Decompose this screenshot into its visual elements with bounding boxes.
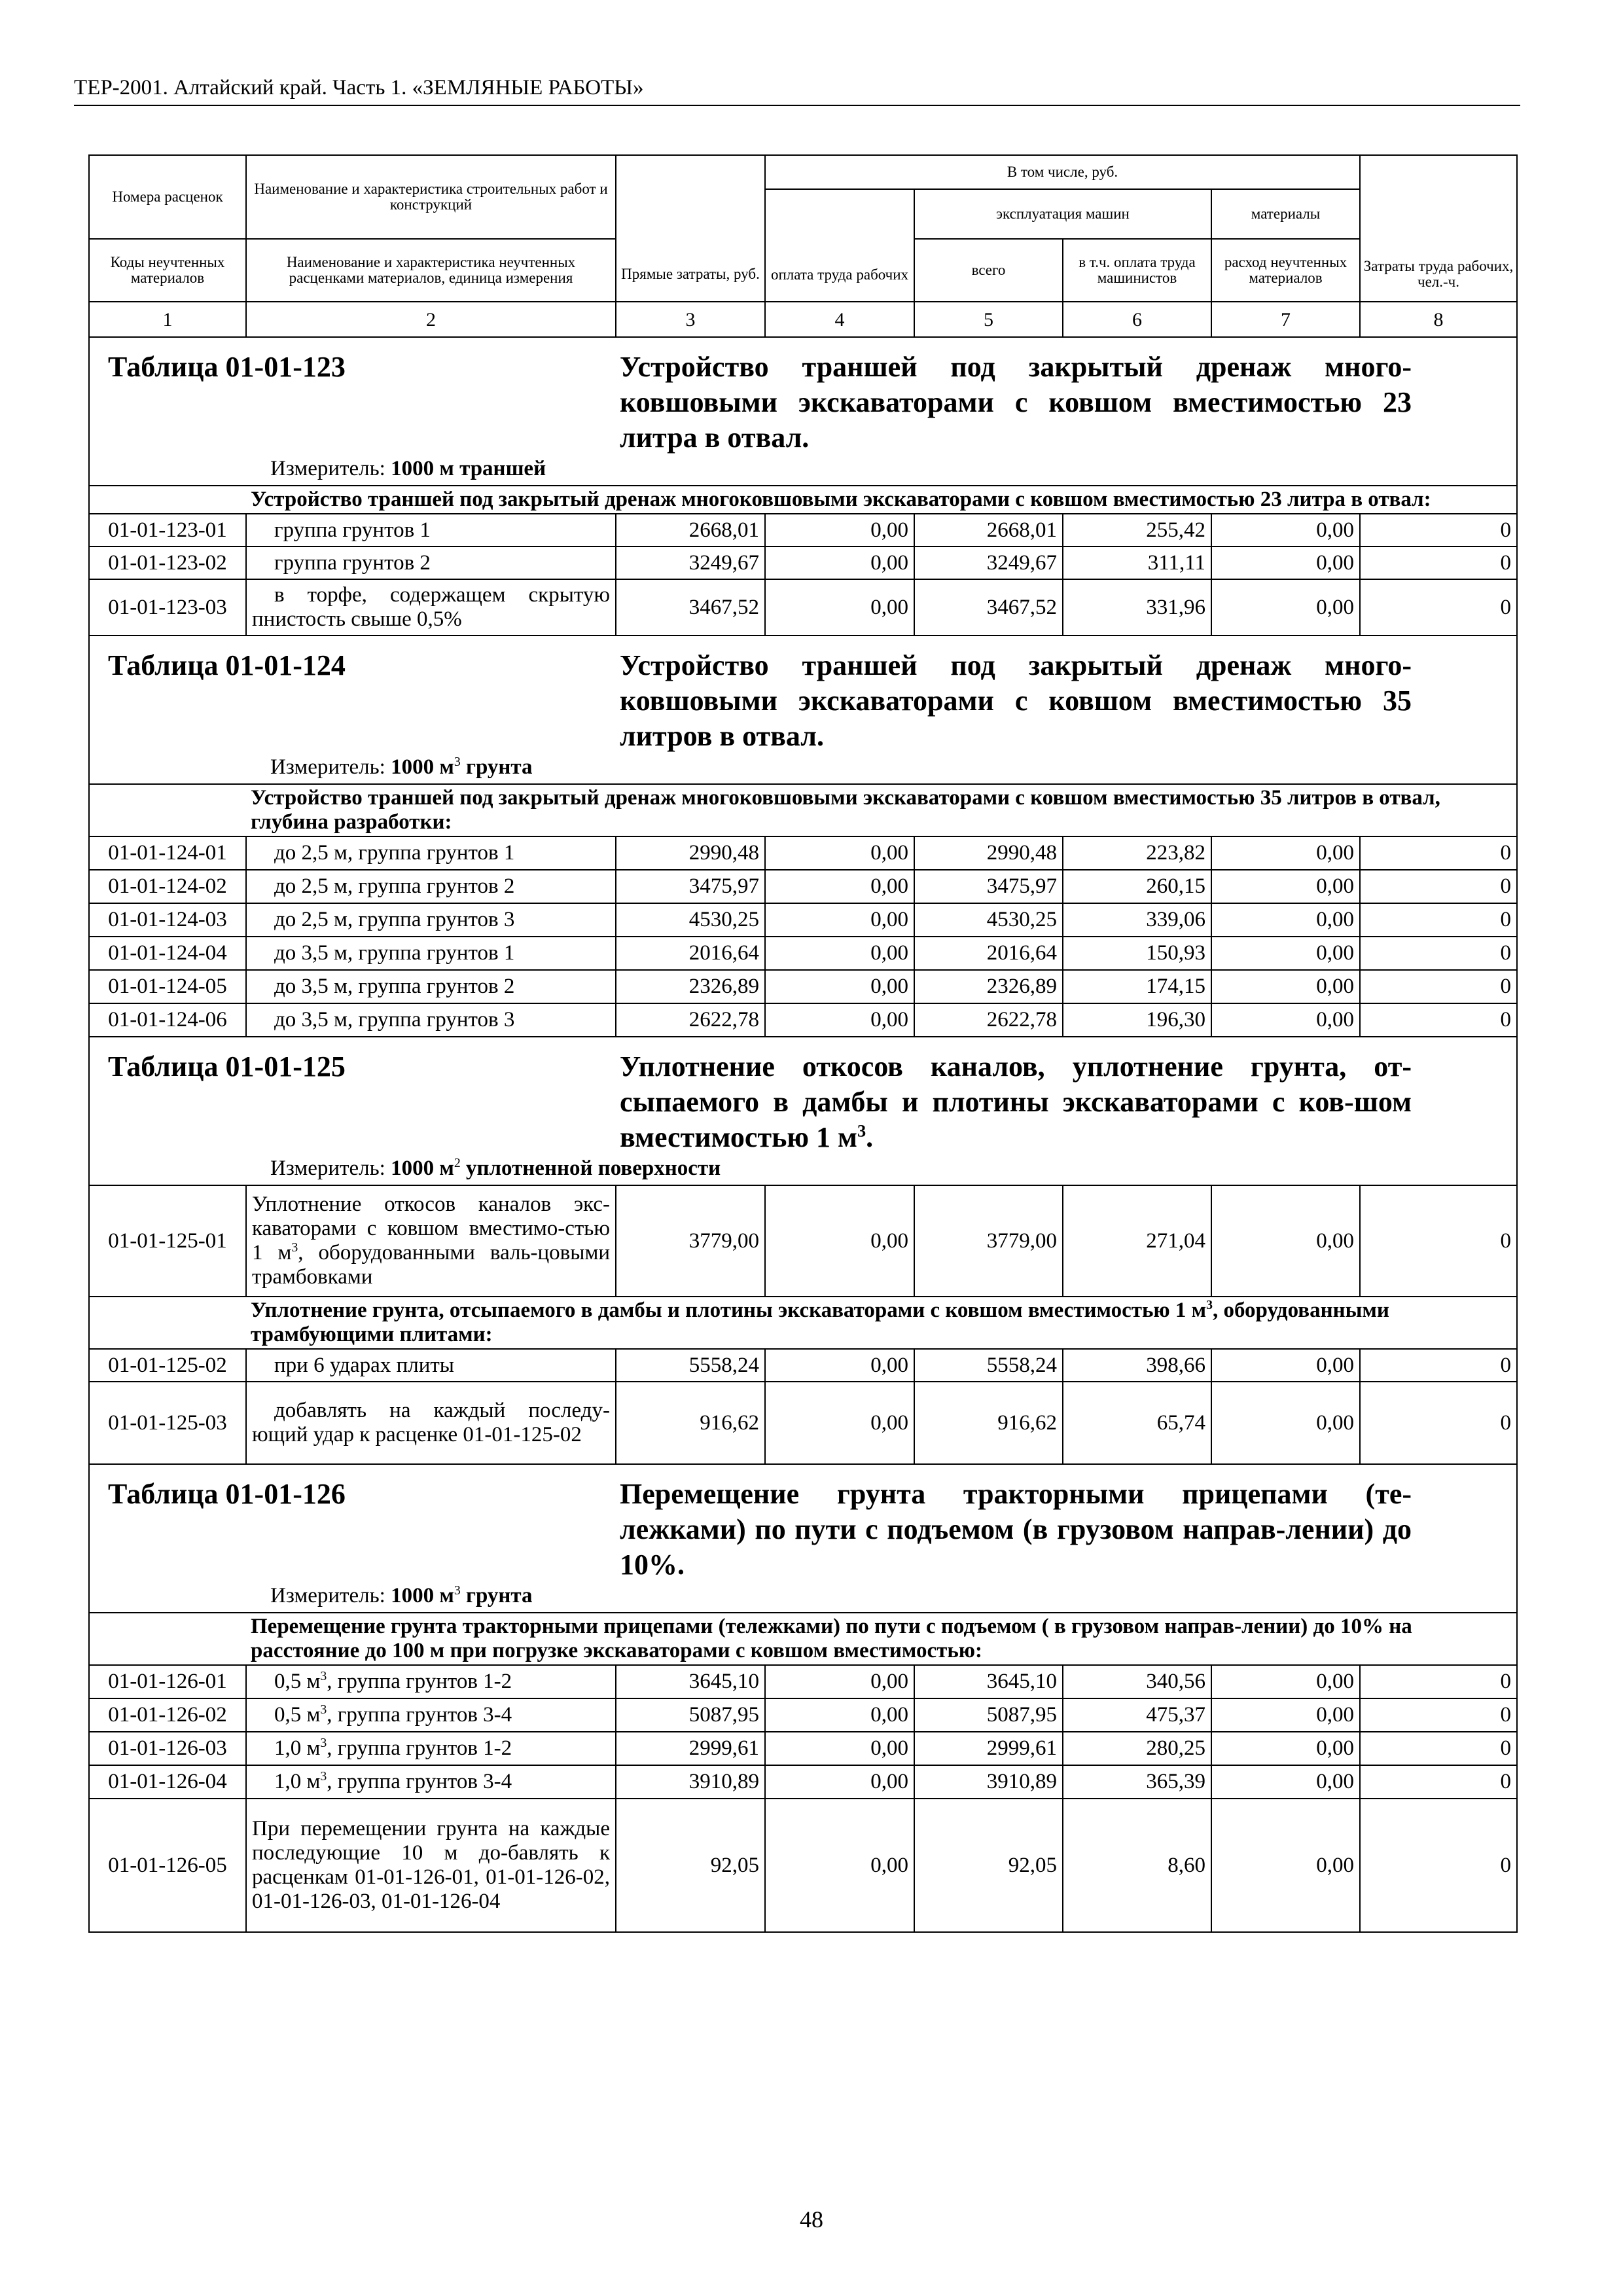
table-label: Таблица 01-01-126 bbox=[108, 1478, 346, 1510]
section-description: Перемещение грунта тракторными прицепами (тележками) по пути с подъемом ( в грузовом направ-лении) до 10% на расстояние до 100 м при погрузке экскаваторами с ковшом вместимостью: bbox=[89, 1613, 1517, 1665]
labor-hours: 0 bbox=[1360, 1185, 1517, 1297]
incl-rub-header: В том числе, руб. bbox=[765, 155, 1360, 189]
direct-cost: 3249,67 bbox=[616, 547, 765, 579]
machinists-cost: 196,30 bbox=[1063, 1003, 1211, 1037]
machinists-cost: 340,56 bbox=[1063, 1665, 1211, 1698]
rate-name: 0,5 $м^3$, группа грунтов 1-2 bbox=[246, 1665, 616, 1698]
materials-cost: 0,00 bbox=[1211, 1349, 1360, 1382]
labor-cost: 0,00 bbox=[765, 903, 914, 937]
table-heading: Перемещение грунта тракторными прицепами (те-лежками) по пути с подъемом (в грузовом направ-лении) до 10%. bbox=[620, 1478, 1412, 1581]
labor-cost: 0,00 bbox=[765, 937, 914, 970]
labor-hours: 0 bbox=[1360, 579, 1517, 636]
materials-cost: 0,00 bbox=[1211, 1732, 1360, 1765]
direct-cost: 3645,10 bbox=[616, 1665, 765, 1698]
machines-total: 2622,78 bbox=[914, 1003, 1063, 1037]
labor-cost: 0,00 bbox=[765, 1732, 914, 1765]
labor-cost: 0,00 bbox=[765, 1349, 914, 1382]
materials-cost: 0,00 bbox=[1211, 1003, 1360, 1037]
rate-code: 01-01-124-05 bbox=[89, 970, 246, 1003]
materials-cost: 0,00 bbox=[1211, 903, 1360, 937]
rate-name: При перемещении грунта на каждые последующие 10 м до-бавлять к расценкам 01-01-126-01, 01-01-126-02, 01-01-126-03, 01-01-126-04 bbox=[246, 1799, 616, 1932]
col-number: 5 bbox=[914, 302, 1063, 337]
direct-cost: 2990,48 bbox=[616, 836, 765, 870]
table-row bbox=[89, 1765, 1517, 1799]
materials-header: материалы bbox=[1211, 189, 1360, 239]
rate-name: до 3,5 м, группа грунтов 3 bbox=[246, 1003, 616, 1037]
rate-code: 01-01-124-03 bbox=[89, 903, 246, 937]
labor-cost: 0,00 bbox=[765, 1765, 914, 1799]
rate-code: 01-01-126-04 bbox=[89, 1765, 246, 1799]
direct-cost: 2326,89 bbox=[616, 970, 765, 1003]
table-heading: Устройство траншей под закрытый дренаж много-ковшовыми экскаваторами с ковшом вместимостью 23 литра в отвал. bbox=[620, 351, 1412, 454]
materials-cost: 0,00 bbox=[1211, 870, 1360, 903]
direct-cost: 92,05 bbox=[616, 1799, 765, 1932]
machines-total: 2326,89 bbox=[914, 970, 1063, 1003]
machinists-cost: 174,15 bbox=[1063, 970, 1211, 1003]
machines-total: 2668,01 bbox=[914, 514, 1063, 547]
machinists-cost: 150,93 bbox=[1063, 937, 1211, 970]
table-row bbox=[89, 1003, 1517, 1037]
table-label: Таблица 01-01-125 bbox=[108, 1050, 346, 1083]
labor-hours: 0 bbox=[1360, 836, 1517, 870]
materials-cost: 0,00 bbox=[1211, 514, 1360, 547]
materials-cost: 0,00 bbox=[1211, 1185, 1360, 1297]
unit-line: Измеритель: 1000 $м^3$ грунта bbox=[270, 1583, 533, 1607]
machines-total: 92,05 bbox=[914, 1799, 1063, 1932]
direct-cost: 2016,64 bbox=[616, 937, 765, 970]
section-description: Уплотнение грунта, отсыпаемого в дамбы и плотины экскаваторами с ковшом вместимостью 1 $м^3$, оборудованными трамбующими плитами: bbox=[89, 1297, 1517, 1349]
machinists-cost: 223,82 bbox=[1063, 836, 1211, 870]
table-label: Таблица 01-01-123 bbox=[108, 351, 346, 383]
col2-top-header: Наименование и характеристика строительных работ и конструкций bbox=[246, 155, 616, 239]
machinists-cost: 280,25 bbox=[1063, 1732, 1211, 1765]
machines-total: 2990,48 bbox=[914, 836, 1063, 870]
labor-hours: 0 bbox=[1360, 870, 1517, 903]
rate-name: 0,5 $м^3$, группа грунтов 3-4 bbox=[246, 1698, 616, 1732]
table-row bbox=[89, 836, 1517, 870]
rate-name: до 2,5 м, группа грунтов 2 bbox=[246, 870, 616, 903]
unit-line: Измеритель: 1000 $м^2$ уплотненной поверхности bbox=[270, 1156, 721, 1180]
direct-cost: 916,62 bbox=[616, 1382, 765, 1464]
labor-cost: 0,00 bbox=[765, 870, 914, 903]
machines-total: 3249,67 bbox=[914, 547, 1063, 579]
machinists-cost: 311,11 bbox=[1063, 547, 1211, 579]
table-row bbox=[89, 547, 1517, 579]
col5-header: всего bbox=[914, 239, 1063, 302]
machines-total: 2016,64 bbox=[914, 937, 1063, 970]
machines-total: 5087,95 bbox=[914, 1698, 1063, 1732]
table-row bbox=[89, 1185, 1517, 1297]
direct-cost: 5087,95 bbox=[616, 1698, 765, 1732]
rate-code: 01-01-123-01 bbox=[89, 514, 246, 547]
labor-hours: 0 bbox=[1360, 1665, 1517, 1698]
machinists-cost: 8,60 bbox=[1063, 1799, 1211, 1932]
rate-code: 01-01-124-01 bbox=[89, 836, 246, 870]
labor-hours: 0 bbox=[1360, 514, 1517, 547]
header-rule bbox=[74, 105, 1520, 106]
table-row bbox=[89, 1349, 1517, 1382]
machines-total: 3645,10 bbox=[914, 1665, 1063, 1698]
labor-cost: 0,00 bbox=[765, 970, 914, 1003]
table-row bbox=[89, 579, 1517, 636]
rate-name: 1,0 $м^3$, группа грунтов 1-2 bbox=[246, 1732, 616, 1765]
materials-cost: 0,00 bbox=[1211, 579, 1360, 636]
direct-cost: 4530,25 bbox=[616, 903, 765, 937]
table-row bbox=[89, 1799, 1517, 1932]
materials-cost: 0,00 bbox=[1211, 970, 1360, 1003]
machines-total: 3475,97 bbox=[914, 870, 1063, 903]
labor-hours: 0 bbox=[1360, 547, 1517, 579]
labor-hours: 0 bbox=[1360, 903, 1517, 937]
table-section-header bbox=[89, 1037, 1517, 1185]
labor-cost: 0,00 bbox=[765, 1799, 914, 1932]
col-number: 2 bbox=[246, 302, 616, 337]
table-section-header bbox=[89, 337, 1517, 486]
table-row bbox=[89, 1698, 1517, 1732]
rate-name: в торфе, содержащем скрытую пнистость свыше 0,5% bbox=[246, 579, 616, 636]
col-number: 1 bbox=[89, 302, 246, 337]
rate-code: 01-01-123-02 bbox=[89, 547, 246, 579]
machinists-cost: 271,04 bbox=[1063, 1185, 1211, 1297]
col-number: 3 bbox=[616, 302, 765, 337]
rate-code: 01-01-125-02 bbox=[89, 1349, 246, 1382]
unit-line: Измеритель: 1000 м траншей bbox=[270, 457, 546, 480]
labor-cost: 0,00 bbox=[765, 514, 914, 547]
materials-cost: 0,00 bbox=[1211, 937, 1360, 970]
col8-header: Затраты труда рабочих, чел.-ч. bbox=[1360, 155, 1517, 302]
machinists-cost: 255,42 bbox=[1063, 514, 1211, 547]
labor-cost: 0,00 bbox=[765, 579, 914, 636]
machines-total: 3779,00 bbox=[914, 1185, 1063, 1297]
table-heading: Уплотнение откосов каналов, уплотнение грунта, от-сыпаемого в дамбы и плотины экскаваторами с ков-шом вместимостью 1 $м^3$. bbox=[620, 1050, 1412, 1153]
direct-cost: 5558,24 bbox=[616, 1349, 765, 1382]
labor-cost: 0,00 bbox=[765, 1665, 914, 1698]
machinists-cost: 339,06 bbox=[1063, 903, 1211, 937]
direct-cost: 2622,78 bbox=[616, 1003, 765, 1037]
col-number: 6 bbox=[1063, 302, 1211, 337]
materials-cost: 0,00 bbox=[1211, 1382, 1360, 1464]
rate-name: 1,0 $м^3$, группа грунтов 3-4 bbox=[246, 1765, 616, 1799]
table-row bbox=[89, 970, 1517, 1003]
col6-header: в т.ч. оплата труда машинистов bbox=[1063, 239, 1211, 302]
labor-cost: 0,00 bbox=[765, 1003, 914, 1037]
labor-hours: 0 bbox=[1360, 1003, 1517, 1037]
machines-total: 2999,61 bbox=[914, 1732, 1063, 1765]
machines-total: 3910,89 bbox=[914, 1765, 1063, 1799]
machines-total: 3467,52 bbox=[914, 579, 1063, 636]
materials-cost: 0,00 bbox=[1211, 836, 1360, 870]
col-number: 7 bbox=[1211, 302, 1360, 337]
rate-code: 01-01-125-03 bbox=[89, 1382, 246, 1464]
rate-code: 01-01-126-03 bbox=[89, 1732, 246, 1765]
labor-hours: 0 bbox=[1360, 1382, 1517, 1464]
col1-bottom-header: Коды неучтенных материалов bbox=[89, 239, 246, 302]
unit-line: Измеритель: 1000 $м^3$ грунта bbox=[270, 755, 533, 779]
materials-cost: 0,00 bbox=[1211, 1698, 1360, 1732]
table-row bbox=[89, 1665, 1517, 1698]
machinists-cost: 65,74 bbox=[1063, 1382, 1211, 1464]
col7-header: расход неучтенных материалов bbox=[1211, 239, 1360, 302]
table-row bbox=[89, 903, 1517, 937]
table-section-header bbox=[89, 1464, 1517, 1613]
table-row bbox=[89, 1382, 1517, 1464]
machines-total: 916,62 bbox=[914, 1382, 1063, 1464]
labor-hours: 0 bbox=[1360, 1765, 1517, 1799]
table-row bbox=[89, 514, 1517, 547]
rate-code: 01-01-124-04 bbox=[89, 937, 246, 970]
direct-cost: 3475,97 bbox=[616, 870, 765, 903]
direct-cost: 3910,89 bbox=[616, 1765, 765, 1799]
materials-cost: 0,00 bbox=[1211, 1665, 1360, 1698]
rates-table bbox=[88, 154, 1518, 1933]
rate-name: до 3,5 м, группа грунтов 1 bbox=[246, 937, 616, 970]
machinists-cost: 260,15 bbox=[1063, 870, 1211, 903]
materials-cost: 0,00 bbox=[1211, 1765, 1360, 1799]
rate-name: до 2,5 м, группа грунтов 3 bbox=[246, 903, 616, 937]
materials-cost: 0,00 bbox=[1211, 1799, 1360, 1932]
labor-cost: 0,00 bbox=[765, 1185, 914, 1297]
rate-code: 01-01-126-05 bbox=[89, 1799, 246, 1932]
materials-cost: 0,00 bbox=[1211, 547, 1360, 579]
rate-code: 01-01-126-02 bbox=[89, 1698, 246, 1732]
table-row bbox=[89, 870, 1517, 903]
table-label: Таблица 01-01-124 bbox=[108, 649, 346, 681]
labor-cost: 0,00 bbox=[765, 836, 914, 870]
col4-header: оплата труда рабочих bbox=[765, 189, 914, 302]
rate-code: 01-01-123-03 bbox=[89, 579, 246, 636]
col-number: 8 bbox=[1360, 302, 1517, 337]
table-row bbox=[89, 937, 1517, 970]
labor-hours: 0 bbox=[1360, 1349, 1517, 1382]
table-heading: Устройство траншей под закрытый дренаж много-ковшовыми экскаваторами с ковшом вместимостью 35 литров в отвал. bbox=[620, 649, 1412, 752]
rate-name: до 2,5 м, группа грунтов 1 bbox=[246, 836, 616, 870]
rate-name: Уплотнение откосов каналов экс-каваторами с ковшом вместимо-стью 1 $м^3$, оборудованными валь-цовыми трамбовками bbox=[246, 1185, 616, 1297]
section-description: Устройство траншей под закрытый дренаж многоковшовыми экскаваторами с ковшом вместимостью 35 литров в отвал, глубина разработки: bbox=[89, 784, 1517, 836]
rate-code: 01-01-124-02 bbox=[89, 870, 246, 903]
table-row bbox=[89, 1732, 1517, 1765]
section-description: Устройство траншей под закрытый дренаж многоковшовыми экскаваторами с ковшом вместимостью 23 литра в отвал: bbox=[89, 486, 1517, 514]
rate-name: группа грунтов 1 bbox=[246, 514, 616, 547]
machinists-cost: 475,37 bbox=[1063, 1698, 1211, 1732]
page-header-title: ТЕР-2001. Алтайский край. Часть 1. «ЗЕМЛЯНЫЕ РАБОТЫ» bbox=[74, 76, 644, 99]
machines-total: 4530,25 bbox=[914, 903, 1063, 937]
labor-cost: 0,00 bbox=[765, 1382, 914, 1464]
machines-total: 5558,24 bbox=[914, 1349, 1063, 1382]
rate-code: 01-01-125-01 bbox=[89, 1185, 246, 1297]
direct-cost: 2999,61 bbox=[616, 1732, 765, 1765]
labor-hours: 0 bbox=[1360, 937, 1517, 970]
rate-code: 01-01-124-06 bbox=[89, 1003, 246, 1037]
rate-code: 01-01-126-01 bbox=[89, 1665, 246, 1698]
rate-name: добавлять на каждый последу-ющий удар к расценке 01-01-125-02 bbox=[246, 1382, 616, 1464]
col-number: 4 bbox=[765, 302, 914, 337]
col2-bottom-header: Наименование и характеристика неучтенных расценками материалов, единица измерения bbox=[246, 239, 616, 302]
labor-hours: 0 bbox=[1360, 970, 1517, 1003]
col3-header: Прямые затраты, руб. bbox=[616, 155, 765, 302]
direct-cost: 3467,52 bbox=[616, 579, 765, 636]
rate-name: при 6 ударах плиты bbox=[246, 1349, 616, 1382]
machines-header: эксплуатация машин bbox=[914, 189, 1211, 239]
rate-name: группа грунтов 2 bbox=[246, 547, 616, 579]
labor-hours: 0 bbox=[1360, 1732, 1517, 1765]
labor-cost: 0,00 bbox=[765, 547, 914, 579]
direct-cost: 2668,01 bbox=[616, 514, 765, 547]
rate-name: до 3,5 м, группа грунтов 2 bbox=[246, 970, 616, 1003]
labor-cost: 0,00 bbox=[765, 1698, 914, 1732]
page-number: 48 bbox=[800, 2206, 823, 2233]
labor-hours: 0 bbox=[1360, 1799, 1517, 1932]
col1-top-header: Номера расценок bbox=[89, 155, 246, 239]
table-section-header bbox=[89, 636, 1517, 784]
machinists-cost: 331,96 bbox=[1063, 579, 1211, 636]
machinists-cost: 365,39 bbox=[1063, 1765, 1211, 1799]
labor-hours: 0 bbox=[1360, 1698, 1517, 1732]
direct-cost: 3779,00 bbox=[616, 1185, 765, 1297]
machinists-cost: 398,66 bbox=[1063, 1349, 1211, 1382]
